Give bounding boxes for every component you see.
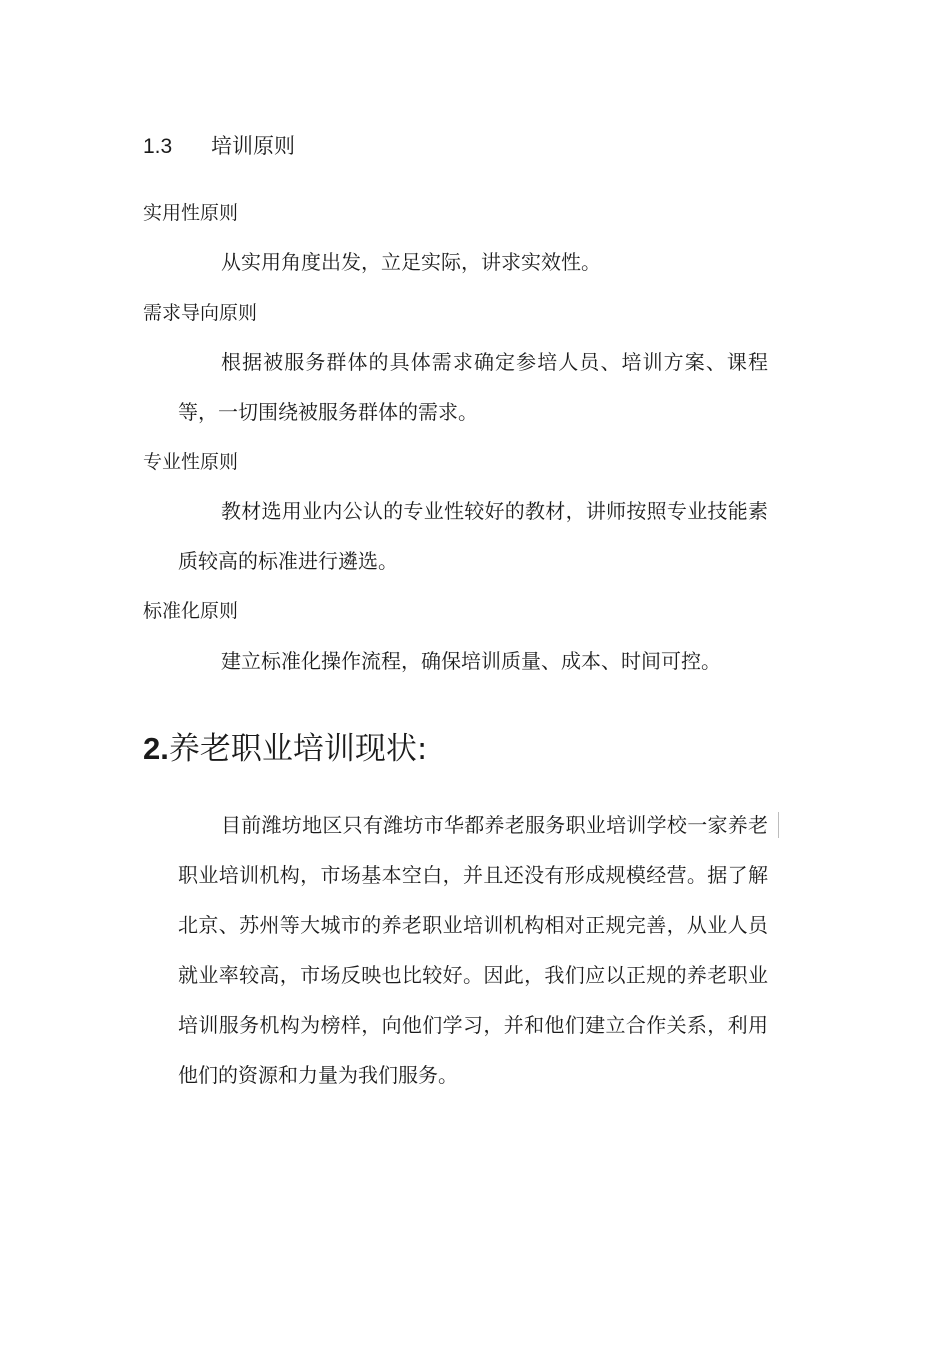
section-title: 培训原则 [211, 134, 295, 158]
principle-text-professional: 教材选用业内公认的专业性较好的教材，讲师按照专业技能素质较高的标准进行遴选。 [178, 499, 768, 573]
principle-title-practical: 实用性原则 [143, 202, 239, 224]
principle-title-professional: 专业性原则 [143, 451, 239, 473]
principle-title-standardization: 标准化原则 [143, 600, 239, 622]
section-2-body: 目前潍坊地区只有潍坊市华都养老服务职业培训学校一家养老职业培训机构，市场基本空白，并且还没有形成规模经营。据了解北京、苏州等大城市的养老职业培训机构相对正规完善，从业人员就业率较高，市场反映也比较好。因此，我们应以正规的养老职业培训服务机构为榜样，向他们学习，并和他们建立合作关系，利用他们的资源和力量为我们服务。 [178, 813, 768, 1087]
section-number: 2. [143, 731, 169, 766]
section-heading-2 [143, 725, 427, 773]
section-heading-1-3 [143, 131, 295, 162]
margin-mark [778, 812, 779, 838]
section-title: 养老职业培训现状: [168, 731, 428, 767]
principle-title-demand: 需求导向原则 [143, 302, 258, 324]
section-number: 1.3 [143, 135, 173, 158]
principle-text-demand: 根据被服务群体的具体需求确定参培人员、培训方案、课程等，一切围绕被服务群体的需求。 [178, 350, 768, 424]
principle-text-practical: 从实用角度出发，立足实际，讲求实效性。 [221, 250, 601, 274]
principle-text-standardization: 建立标准化操作流程，确保培训质量、成本、时间可控。 [221, 649, 721, 673]
